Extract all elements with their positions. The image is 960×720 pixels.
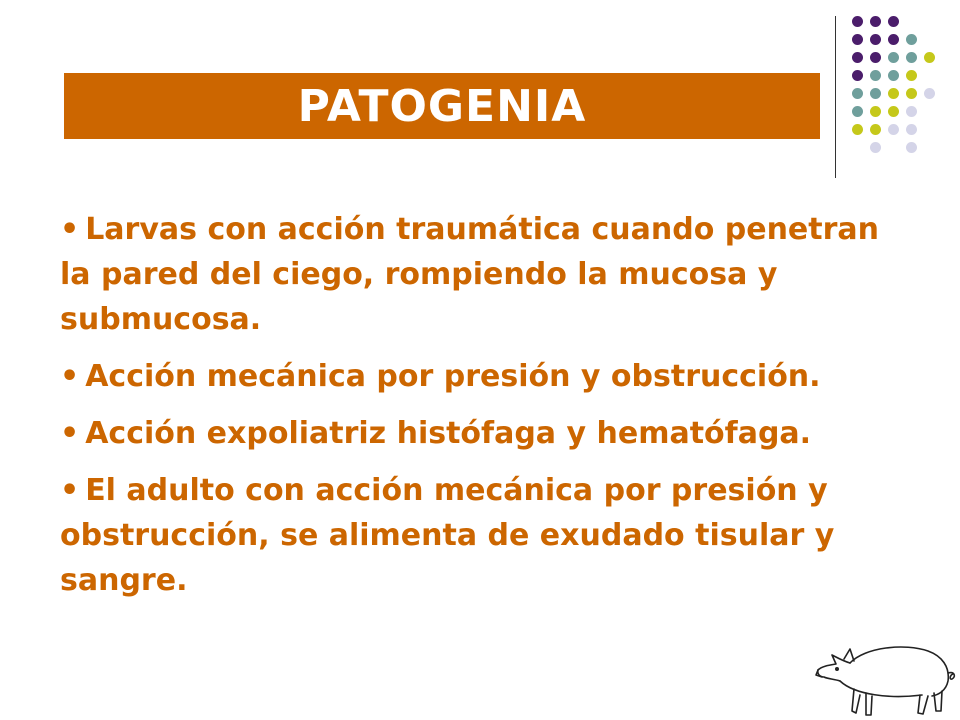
bullet-text: El adulto con acción mecánica por presión y obstrucción, se alimenta de exudado tisular y sangre.: [60, 473, 835, 598]
decor-dot: [870, 34, 881, 45]
decor-dot: [852, 34, 863, 45]
decor-dot: [906, 106, 917, 117]
decor-dot: [888, 34, 899, 45]
decor-dot: [870, 106, 881, 117]
bullet-glyph: •: [60, 473, 80, 508]
bullet-glyph: •: [60, 212, 80, 247]
bullet-item: [60, 468, 900, 603]
decor-dot: [906, 52, 917, 63]
decor-dot: [906, 142, 917, 153]
decor-dot: [852, 70, 863, 81]
decor-dot: [852, 16, 863, 27]
decor-dot: [888, 124, 899, 135]
bullet-glyph: •: [60, 416, 80, 451]
decor-dot: [852, 106, 863, 117]
bullet-list: [60, 207, 900, 615]
decor-dot: [906, 70, 917, 81]
decor-dot: [888, 106, 899, 117]
bullet-text: Acción expoliatriz histófaga y hematófaga.: [85, 416, 812, 451]
bullet-text: Larvas con acción traumática cuando penetran la pared del ciego, rompiendo la mucosa y submucosa.: [60, 212, 880, 337]
decor-dot: [888, 88, 899, 99]
pig-icon: [810, 633, 960, 720]
bullet-glyph: •: [60, 359, 80, 394]
decor-dot: [870, 124, 881, 135]
decor-dot: [870, 88, 881, 99]
decor-dot: [888, 16, 899, 27]
decor-dot: [870, 52, 881, 63]
decor-dot: [906, 88, 917, 99]
decor-dot: [852, 52, 863, 63]
bullet-item: [60, 354, 900, 399]
slide-title: PATOGENIA: [297, 80, 587, 132]
decor-dot: [888, 70, 899, 81]
decor-dot: [924, 88, 935, 99]
decor-dot: [906, 124, 917, 135]
decorative-dot-grid: [842, 10, 952, 155]
decor-dot: [888, 52, 899, 63]
decor-dot: [852, 124, 863, 135]
decor-dot: [924, 52, 935, 63]
decor-dot: [870, 142, 881, 153]
bullet-item: [60, 207, 900, 342]
bullet-text: Acción mecánica por presión y obstrucción.: [85, 359, 821, 394]
decor-dot: [870, 16, 881, 27]
decor-dot: [852, 88, 863, 99]
bullet-item: [60, 411, 900, 456]
decor-dot: [870, 70, 881, 81]
title-banner: [64, 73, 820, 139]
decor-dot: [906, 34, 917, 45]
vertical-divider: [835, 16, 836, 178]
